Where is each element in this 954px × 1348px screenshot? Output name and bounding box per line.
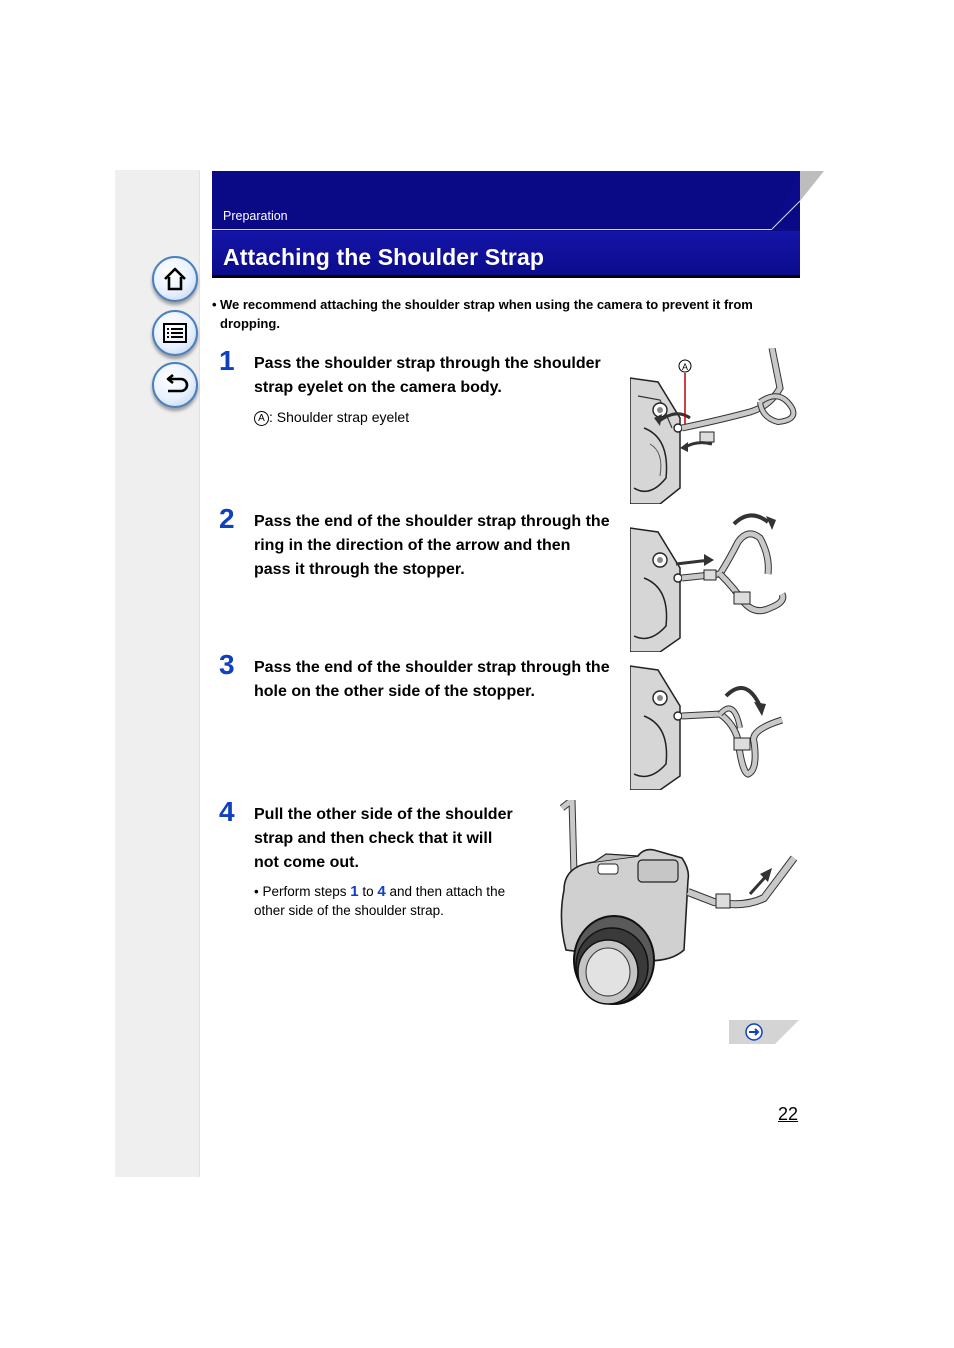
- callout-text: : Shoulder strap eyelet: [269, 409, 410, 425]
- step-line: Pass the end of the shoulder strap through the: [254, 513, 610, 530]
- next-page-button[interactable]: [729, 1020, 799, 1044]
- step-line: strap eyelet on the camera body.: [254, 379, 502, 396]
- back-button[interactable]: [152, 362, 198, 408]
- step-number-3: 3: [219, 649, 235, 680]
- note-step-from: 1: [350, 883, 359, 900]
- step-2-illustration: [630, 508, 790, 652]
- step-line: Pass the shoulder strap through the shoulder: [254, 355, 601, 372]
- step-number-4: 4: [219, 796, 235, 827]
- home-button[interactable]: [152, 256, 198, 302]
- intro-bullet: •: [212, 297, 217, 312]
- illustration-marker-letter: A: [681, 362, 689, 372]
- step-1-illustration: [630, 348, 802, 504]
- step-line: Pull the other side of the shoulder: [254, 806, 513, 823]
- callout-letter: A: [254, 411, 269, 426]
- next-page-tab: [729, 1020, 799, 1044]
- page-number: 22: [778, 1104, 799, 1124]
- step-text-1: [254, 352, 601, 400]
- step-4-illustration: [554, 800, 802, 1012]
- step-line: hole on the other side of the stopper.: [254, 683, 535, 700]
- note-step-to: 4: [377, 883, 386, 900]
- title-underline: [212, 275, 800, 278]
- corner-fold: [772, 171, 824, 231]
- step-text-3: [254, 656, 610, 704]
- note-pre: Perform steps: [262, 884, 351, 899]
- step-line: pass it through the stopper.: [254, 561, 465, 578]
- step-3-illustration: [630, 662, 790, 790]
- home-icon: [161, 265, 189, 293]
- page-title: Attaching the Shoulder Strap: [223, 244, 544, 270]
- step-number-1: 1: [219, 345, 235, 376]
- step-line: ring in the direction of the arrow and then: [254, 537, 571, 554]
- back-arrow-icon: [161, 371, 189, 399]
- step-line: strap and then check that it will: [254, 830, 493, 847]
- intro-text: We recommend attaching the shoulder strap when using the camera to prevent it from dropping.: [220, 297, 753, 331]
- section-label: Preparation: [223, 209, 288, 223]
- step-text-4: [254, 803, 513, 875]
- note-bullet: •: [254, 884, 259, 899]
- step-line: not come out.: [254, 854, 359, 871]
- step-text-2: [254, 510, 610, 582]
- step-number-2: 2: [219, 503, 235, 534]
- note-mid: to: [358, 884, 378, 899]
- contents-button[interactable]: [152, 310, 198, 356]
- step-line: Pass the end of the shoulder strap through the: [254, 659, 610, 676]
- callout-shoulder-strap-eyelet: [254, 409, 409, 426]
- intro-note: [212, 295, 802, 333]
- step-4-note: [254, 882, 524, 920]
- contents-list-icon: [161, 319, 189, 347]
- note-post: and then attach the other side of the shoulder strap.: [254, 884, 506, 918]
